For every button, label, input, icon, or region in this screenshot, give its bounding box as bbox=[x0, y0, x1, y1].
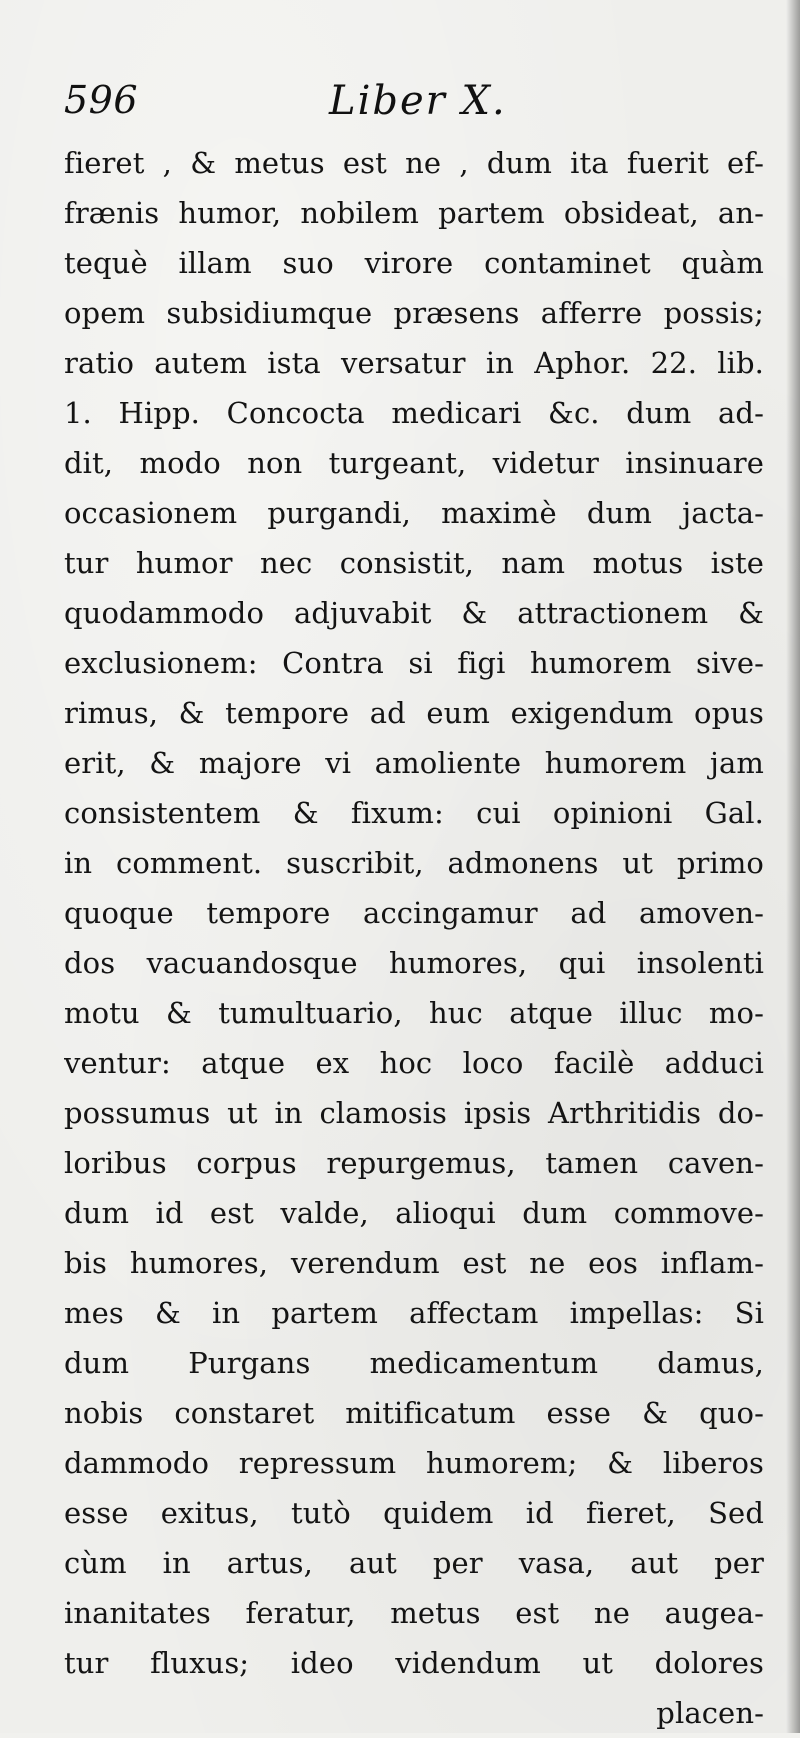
page-header bbox=[64, 78, 754, 138]
text-line: 1. Hipp. Concocta medicari &c. dum ad- bbox=[64, 396, 764, 430]
text-line: ventur: atque ex hoc loco facilè adduci bbox=[64, 1046, 764, 1080]
text-line: mes & in partem affectam impellas: Si bbox=[64, 1296, 764, 1330]
text-line: ratio autem ista versatur in Aphor. 22. lib. bbox=[64, 346, 764, 380]
text-line: esse exitus, tutò quidem id fieret, Sed bbox=[64, 1496, 764, 1530]
text-line: dum Purgans medicamentum damus, bbox=[64, 1346, 764, 1380]
page-number: 596 bbox=[64, 78, 139, 122]
text-line: tur fluxus; ideo videndum ut dolores bbox=[64, 1646, 764, 1680]
text-line: cùm in artus, aut per vasa, aut per bbox=[64, 1546, 764, 1580]
text-line: frænis humor, nobilem partem obsideat, an- bbox=[64, 196, 764, 230]
text-line: dos vacuandosque humores, qui insolenti bbox=[64, 946, 764, 980]
running-head: Liber X. bbox=[329, 78, 507, 124]
text-line: exclusionem: Contra si figi humorem sive- bbox=[64, 646, 764, 680]
text-line: fieret , & metus est ne , dum ita fuerit ef- bbox=[64, 146, 764, 180]
text-line: occasionem purgandi, maximè dum jacta- bbox=[64, 496, 764, 530]
text-line: dammodo repressum humorem; & liberos bbox=[64, 1446, 764, 1480]
text-line: rimus, & tempore ad eum exigendum opus bbox=[64, 696, 764, 730]
text-line: bis humores, verendum est ne eos inflam- bbox=[64, 1246, 764, 1280]
text-line: quoque tempore accingamur ad amoven- bbox=[64, 896, 764, 930]
body-text bbox=[64, 138, 764, 1738]
text-line: tequè illam suo virore contaminet quàm bbox=[64, 246, 764, 280]
text-line: dit, modo non turgeant, videtur insinuare bbox=[64, 446, 764, 480]
text-line: motu & tumultuario, huc atque illuc mo- bbox=[64, 996, 764, 1030]
text-line: in comment. suscribit, admonens ut primo bbox=[64, 846, 764, 880]
page-edge-shadow bbox=[786, 0, 800, 1733]
text-line: quodammodo adjuvabit & attractionem & bbox=[64, 596, 764, 630]
text-line: tur humor nec consistit, nam motus iste bbox=[64, 546, 764, 580]
text-line: consistentem & fixum: cui opinioni Gal. bbox=[64, 796, 764, 830]
text-line: loribus corpus repurgemus, tamen caven- bbox=[64, 1146, 764, 1180]
text-line: nobis constaret mitificatum esse & quo- bbox=[64, 1396, 764, 1430]
catchword: placen- bbox=[656, 1696, 764, 1730]
text-line: opem subsidiumque præsens afferre possis; bbox=[64, 296, 764, 330]
text-line: possumus ut in clamosis ipsis Arthritidis do- bbox=[64, 1096, 764, 1130]
text-line: inanitates feratur, metus est ne augea- bbox=[64, 1596, 764, 1630]
text-line: erit, & majore vi amoliente humorem jam bbox=[64, 746, 764, 780]
text-line: dum id est valde, alioqui dum commove- bbox=[64, 1196, 764, 1230]
